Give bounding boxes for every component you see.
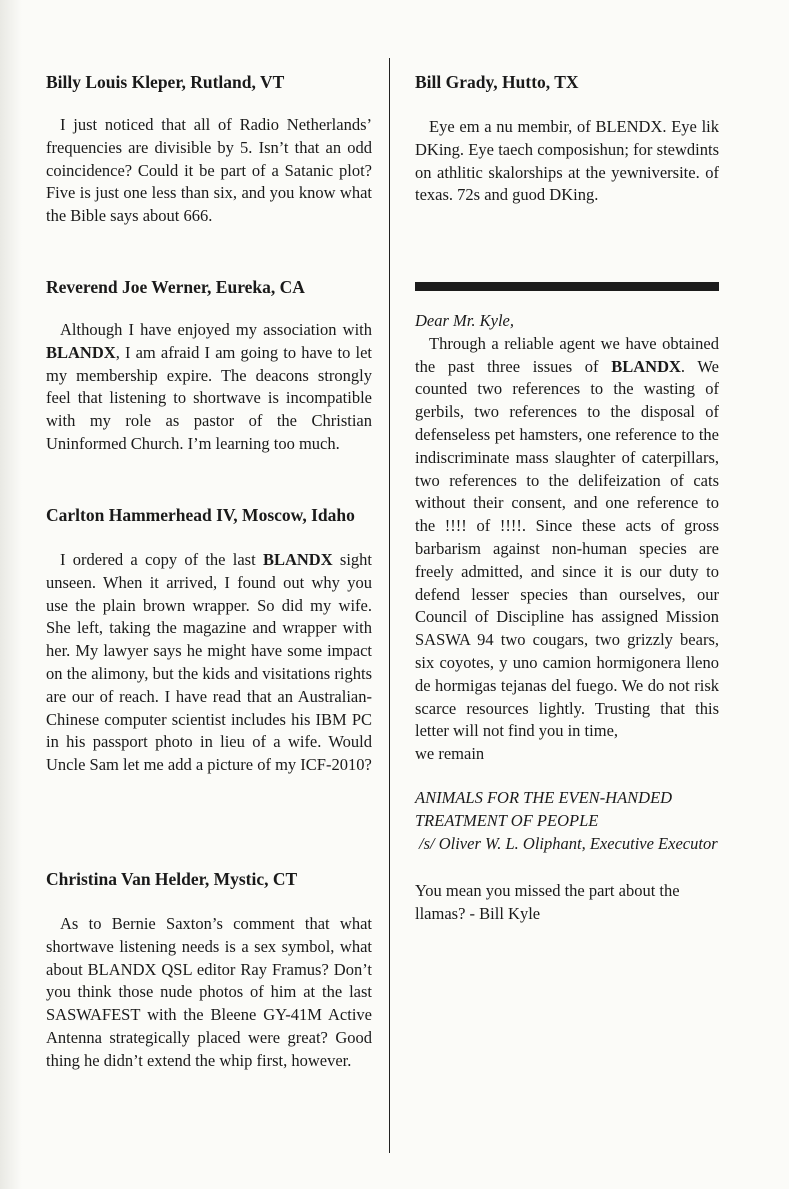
- reply-salutation: Dear Mr. Kyle,: [415, 311, 514, 330]
- letter-body: As to Bernie Saxton’s comment that what shortwave listening needs is a sex symbol, what about BLANDX QSL editor Ray Framus? Don’t you think those nude photos of him at the last SASWAFEST with the Bleene GY-41M Active Antenna strategically placed were great? Good thing he didn’t extend the whip first, however.: [46, 914, 372, 1070]
- letter-hammerhead: [46, 503, 372, 777]
- letter-body-text: , I am afraid I am going to have to let my membership expire. The deacons strongly feel that listening to shortwave is incompatible with my role as pastor of the Christian Uninformed Church. I’m learning too much.: [46, 342, 372, 453]
- blandx-name: BLANDX: [46, 342, 116, 362]
- editor-note: You mean you missed the part about the llamas? - Bill Kyle: [415, 880, 680, 923]
- column-divider: [389, 58, 390, 1153]
- letter-body: [46, 549, 372, 777]
- letter-body-text: sight unseen. When it arrived, I found out why you use the plain brown wrapper. So did my wife. She left, taking the magazine and wrapper with her. My lawyer says he might have some impact on the alimony, but the kids and visitations rights are our of reach. I have read that an Australian-Chinese computer scientist includes his IBM PC in his passport photo in lieu of a wife. Would Uncle Sam let me add a picture of my ICF-2010?: [46, 550, 372, 775]
- blandx-name: BLANDX: [611, 356, 681, 376]
- letter-body: Eye em a nu membir, of BLENDX. Eye lik DKing. Eye taech composishun; for stewdints on athlitic skalorships at the yewniversite. of texas. 72s and guod DKing.: [415, 117, 719, 205]
- blandx-name: BLANDX: [262, 550, 333, 569]
- reply-body: [415, 333, 719, 743]
- letter-werner: [46, 275, 372, 456]
- section-separator-bar: [415, 282, 719, 291]
- letter-kleper: [46, 70, 372, 228]
- reply-closing: we remain: [415, 744, 485, 764]
- reply-organization: ANIMALS FOR THE EVEN-HANDED TREATMENT OF PEOPLE: [415, 787, 673, 830]
- reply-signature: /s/ Oliver W. L. Oliphant, Executive Executor: [419, 833, 718, 853]
- letter-heading: Carlton Hammerhead IV, Moscow, Idaho: [46, 505, 355, 525]
- letter-heading: Billy Louis Kleper, Rutland, VT: [46, 72, 285, 92]
- letter-grady: [415, 70, 719, 207]
- letter-body-text: Although I have enjoyed my association with: [60, 320, 372, 339]
- reply-letter: [415, 310, 719, 925]
- letter-heading: Reverend Joe Werner, Eureka, CA: [46, 277, 305, 297]
- letter-heading: Christina Van Helder, Mystic, CT: [46, 869, 298, 889]
- letter-heading: Bill Grady, Hutto, TX: [415, 72, 579, 92]
- reply-body-text: . We counted two references to the wasting of gerbils, two references to the disposal of defenseless pet hamsters, one reference to the indiscriminate mass slaughter of caterpillars, two references to the delifeization of cats without their consent, and one reference to the !!!! of !!!!. Since these acts of gross barbarism against non-human species are freely admitted, and since it is our duty to defend lesser species than ourselves, our Council of Discipline has assigned Mission SASWA 94 two cougars, two grizzly bears, six coyotes, y uno camion hormigonera lleno de hormigas tejanas del fuego. We do not risk scarce resources lightly. Trusting that this letter will not find you in time,: [415, 356, 719, 741]
- letter-body-text: I ordered a copy of the last: [60, 550, 263, 569]
- reply-body-text: Through a reliable agent we have obtained the past three issues of: [415, 333, 719, 376]
- letter-body: I just noticed that all of Radio Netherlands’ frequencies are divisible by 5. Isn’t that an odd coincidence? Could it be part of a Satanic plot? Five is just one less than six, and you know what the Bible says about 666.: [46, 115, 372, 226]
- letter-van-helder: [46, 867, 372, 1073]
- letter-body: [46, 319, 372, 456]
- page-edge-shadow: [0, 0, 22, 1189]
